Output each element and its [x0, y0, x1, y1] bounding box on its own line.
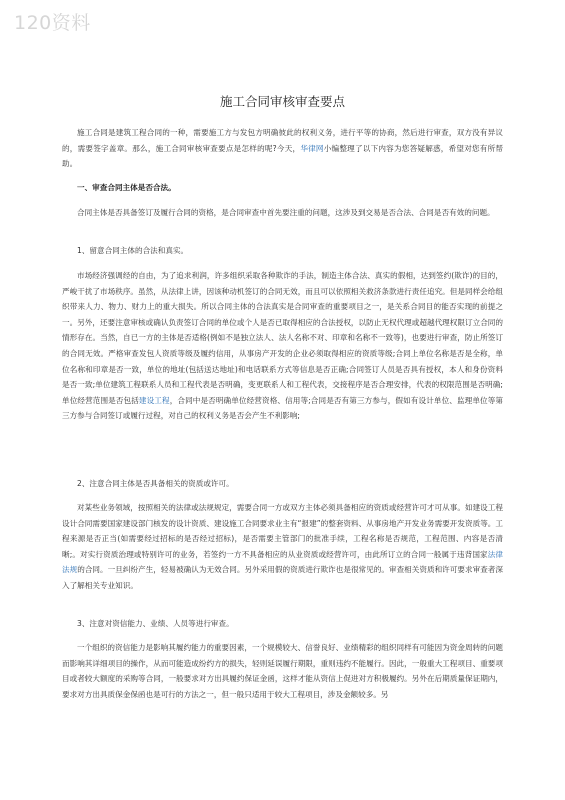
item1-paragraph — [62, 268, 503, 424]
item1-text-end: ，合同中是否明确单位经营资格、信用等;合同是否有第三方参与，假如有设计单位、监理单位等第三方参与合同签订或履行过程，对自己的权利义务是否会产生不利影响; — [62, 395, 504, 421]
intro-text-end: 小编整理了以下内容为您答疑解惑，希望对您有所帮助。 — [62, 143, 504, 169]
page-title: 施工合同审核审查要点 — [219, 94, 345, 109]
item3-heading: 3、注意对资信能力、业绩、人员等进行审查。 — [77, 619, 234, 628]
intro-link[interactable]: 华律网 — [300, 143, 324, 153]
intro-paragraph — [62, 125, 503, 172]
item2-paragraph — [62, 500, 503, 594]
item2-text: 对某些业务领域，按照相关的法律或法规规定，需要合同一方或双方主体必须具备相应的资质或经营许可才可从事。如建设工程设计合同需要国家建设部门核发的设计资质、建设施工合同要求业主有“报建”的整套资料、从事房地产开发业务需要开发资质等。工程来源是否正当(如需要经过招标的是否经过招标)，是否需要主管部门的批准手续，工程名称是否规范，工程范围、内容是否清晰;。对实行资质治理或特别许可的业务，若签约一方不具备相应的从业资质或经营许可，由此所订立的合同一般属于违背国家 — [62, 503, 503, 559]
item1-heading: 1、留意合同主体的合法和真实。 — [77, 246, 189, 255]
intro-text: 施工合同是建筑工程合同的一种，需要施工方与发包方明确彼此的权利义务，进行平等的协商，然后进行审查，双方没有异议的，需要签字盖章。那么，施工合同审核审查要点是怎样的呢?今天， — [62, 128, 503, 153]
item1-text: 市场经济强调经的自由，为了追求利润，许多组织采取各种欺诈的手法，制造主体合法、真实的假相，达到签约(欺诈)的目的，严峻干扰了市场秩序。虽然，从法律上讲，因该种动机签订的合同无效，而且可以依照相关救济条款进行责任追究。但是同样会给组织带来人力、物力、财力上的重大损失。所以合同主体的合法真实是合同审查的重要项目之一，是关系合同目的能否实现的前提之一。另外，还要注意审核或确认负责签订合同的单位或个人是否已取得相应的合法授权，以防止无权代理或超越代理权限订立合同的情形存在。当然，自已一方的主体是否适格(例如不是独立法人、法人名称不对、印章和名称不一致等)，也要进行审查，防止所签订的合同无效。严格审查发包人资质等级及履约信用，从事房产开发的企业必须取得相应的资质等级;合同上单位名称是否是全称，单位名称和印章是否一致，单位的地址(包括送达地址)和电话联系方式等信息是否正确;合同签订人员是否具有授权，本人和身份资料是否一致;单位建筑工程联系人员和工程代表是否明确，变更联系人和工程代表，交接程序是否合理安排，代表的权限范围是否明确;单位经营范围是否包括 — [62, 271, 503, 405]
section1-heading: 一、审查合同主体是否合法。 — [77, 183, 176, 192]
item2-heading: 2、注意合同主体是否具备相关的资质或许可。 — [77, 479, 234, 488]
section1-paragraph: 合同主体是否具备签订及履行合同的资格，是合同审查中首先要注重的问题，这涉及到交易是否合法、合同是否有效的问题。 — [77, 208, 495, 217]
watermark-logo: 120资料 — [14, 12, 91, 34]
item1-link[interactable]: 建设工程 — [138, 395, 170, 405]
item2-link[interactable]: 法律法规 — [62, 549, 504, 575]
item2-text-end: 的合同。一旦纠纷产生，轻易被确认为无效合同。另外采用假的资质进行欺诈也是很常见的。审查相关资质和许可要求审查者深入了解相关专业知识。 — [62, 565, 504, 590]
item3-paragraph: 一个组织的资信能力是影响其履约能力的重要因素，一个规模较大、信誉良好、业绩精彩的组织同样有可能因为资金周转的问题而影响其详细项目的操作，从而可能造成纷约方的损失，轻则延误履行期限，重则违约不能履行。因此，一般重大工程项目、重要项目或者较大额度的采购等合同，一般要求对方出具履约保证金函，这样才能从资信上促进对方积极履约。另外在后期质量保证期内，要求对方出具质保金保函也是可行的方法之一，但一般只适用于较大工程项目，涉及金额较多。另 — [62, 643, 503, 699]
